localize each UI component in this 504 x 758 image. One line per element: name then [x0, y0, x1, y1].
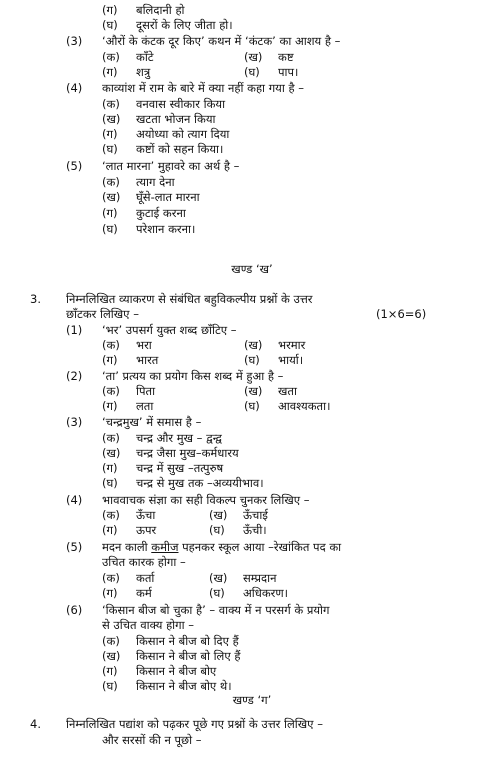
option-label: (घ)	[244, 353, 260, 367]
option-label: (ख)	[102, 112, 121, 126]
option-text: भार्या।	[278, 353, 304, 367]
option-label: (घ)	[209, 586, 225, 600]
option-text: भरमार	[278, 338, 306, 352]
option-text: कुटाई करना	[136, 206, 186, 220]
question-number: (1)	[66, 323, 83, 337]
option-text: सम्प्रदान	[243, 571, 277, 585]
option-label: (ग)	[102, 523, 118, 537]
option-label: (क)	[102, 338, 120, 352]
option-text: भारत	[136, 353, 159, 367]
option-label: (घ)	[102, 18, 118, 32]
option-text: ऊपर	[136, 523, 157, 537]
option-text: पिता	[136, 384, 156, 398]
question-number: (4)	[66, 81, 83, 95]
question-number: (3)	[66, 34, 83, 48]
option-text: चन्द्र में सुख –तत्पुरुष	[136, 461, 224, 475]
question-text: काव्यांश में राम के बारे में क्या नहीं कहा गया है –	[102, 81, 304, 95]
option-label: (ग)	[102, 461, 118, 475]
option-label: (ग)	[102, 399, 118, 413]
option-text: किसान ने बीज बोए	[136, 664, 217, 678]
question-text: निम्नलिखित पद्यांश को पढ़कर पूछे गए प्रश्नों के उत्तर लिखिए –	[66, 717, 323, 731]
question-text: ‘ता’ प्रत्यय का प्रयोग किस शब्द में हुआ है –	[102, 369, 284, 383]
section-heading: खण्ड ‘ग’	[232, 693, 272, 707]
option-label: (ख)	[102, 446, 121, 460]
option-text: किसान ने बीज बो दिए हैं	[136, 634, 239, 648]
option-label: (घ)	[244, 399, 260, 413]
marks-label: (1×6=6)	[376, 307, 427, 321]
question-number: (6)	[66, 603, 83, 617]
section-heading: खण्ड ‘ख’	[231, 262, 273, 276]
option-text: शत्रु	[136, 65, 151, 79]
option-label: (ख)	[244, 338, 263, 352]
option-label: (घ)	[102, 476, 118, 490]
option-text: कष्टों को सहन किया।	[136, 142, 224, 156]
question-text: ‘भर’ उपसर्ग युक्त शब्द छाँटिए –	[102, 323, 237, 337]
poem-line: और सरसों की न पूछो –	[102, 733, 202, 747]
option-label: (क)	[102, 97, 120, 111]
option-text: चन्द्र और मुख – द्वन्द्व	[136, 431, 222, 445]
option-label: (ग)	[102, 353, 118, 367]
option-label: (क)	[102, 175, 120, 189]
question-number: (2)	[66, 369, 83, 383]
question-text: भाववाचक संज्ञा का सही विकल्प चुनकर लिखिए –	[102, 493, 310, 507]
option-label: (ख)	[209, 508, 228, 522]
option-text: अयोध्या को त्याग दिया	[136, 127, 230, 141]
option-label: (क)	[102, 50, 120, 64]
question-number: (3)	[66, 415, 83, 429]
option-label: (क)	[102, 384, 120, 398]
option-label: (घ)	[102, 142, 118, 156]
option-text: कष्ट	[278, 50, 294, 64]
option-text: ऊँची।	[243, 523, 267, 537]
question-number: (4)	[66, 493, 83, 507]
option-label: (ग)	[102, 3, 118, 17]
option-label: (ख)	[102, 190, 121, 204]
option-label: (ख)	[209, 571, 228, 585]
question-text	[102, 540, 341, 555]
option-text: चन्द्र से मुख तक –अव्ययीभाव।	[136, 476, 264, 490]
question-number: (5)	[66, 159, 83, 173]
option-label: (क)	[102, 571, 120, 585]
option-text: त्याग देना	[136, 175, 175, 189]
option-text: ऊँचा	[136, 508, 156, 522]
option-text: वनवास स्वीकार किया	[136, 97, 226, 111]
option-label: (घ)	[209, 523, 225, 537]
question-number: (5)	[66, 540, 83, 554]
question-text: ‘किसान बीज बो चुका है’ – वाक्य में न परसर्ग के प्रयोग	[102, 603, 330, 617]
option-text: दूसरों के लिए जीता हो।	[136, 18, 233, 32]
underlined-word: कमीज	[151, 540, 179, 554]
option-label: (ख)	[244, 384, 263, 398]
option-label: (घ)	[102, 679, 118, 693]
option-text: किसान ने बीज बो लिए हैं	[136, 649, 241, 663]
option-text: बलिदानी हो	[136, 3, 185, 17]
question-text-pre: मदन काली	[102, 540, 152, 554]
option-label: (ग)	[102, 65, 118, 79]
option-label: (क)	[102, 508, 120, 522]
option-text: लता	[136, 399, 154, 413]
option-text: खता	[278, 384, 297, 398]
question-text: ‘चन्द्रमुख’ में समास है –	[102, 415, 202, 429]
question-text: छाँटकर लिखिए –	[66, 307, 139, 321]
option-text: चन्द्र जैसा मुख–कर्मधारय	[136, 446, 239, 460]
option-text: किसान ने बीज बोए थे।	[136, 679, 232, 693]
option-text: खटता भोजन किया	[136, 112, 216, 126]
option-label: (ग)	[102, 206, 118, 220]
option-label: (क)	[102, 431, 120, 445]
option-text: आवश्यकता।	[278, 399, 331, 413]
option-text: अधिकरण।	[243, 586, 289, 600]
question-text: ‘लात मारना’ मुहावरे का अर्थ है –	[102, 159, 240, 173]
question-number: 3.	[30, 292, 41, 306]
option-label: (ख)	[102, 649, 121, 663]
option-label: (ग)	[102, 127, 118, 141]
option-label: (ख)	[244, 50, 263, 64]
option-text: घूँसे-लात मारना	[136, 190, 200, 204]
question-number: 4.	[30, 717, 41, 731]
option-label: (क)	[102, 634, 120, 648]
option-label: (ग)	[102, 586, 118, 600]
option-text: पाप।	[278, 65, 299, 79]
question-text: से उचित वाक्य होगा –	[102, 618, 195, 632]
option-label: (घ)	[244, 65, 260, 79]
option-text: काँटे	[136, 50, 154, 64]
question-text: निम्नलिखित व्याकरण से संबंधित बहुविकल्पीय प्रश्नों के उत्तर	[66, 292, 313, 306]
option-label: (घ)	[102, 222, 118, 236]
question-text: उचित कारक होगा –	[102, 555, 186, 569]
question-text: ‘औरों के कंटक दूर किए’ कथन में ‘कंटक’ का आशय है –	[102, 34, 341, 48]
option-text: कर्म	[136, 586, 152, 600]
question-text-post: पहनकर स्कूल आया –रेखांकित पद का	[178, 540, 342, 554]
option-text: कर्ता	[136, 571, 155, 585]
option-text: ऊँचाई	[243, 508, 268, 522]
option-text: भरा	[136, 338, 152, 352]
option-text: परेशान करना।	[136, 222, 196, 236]
option-label: (ग)	[102, 664, 118, 678]
